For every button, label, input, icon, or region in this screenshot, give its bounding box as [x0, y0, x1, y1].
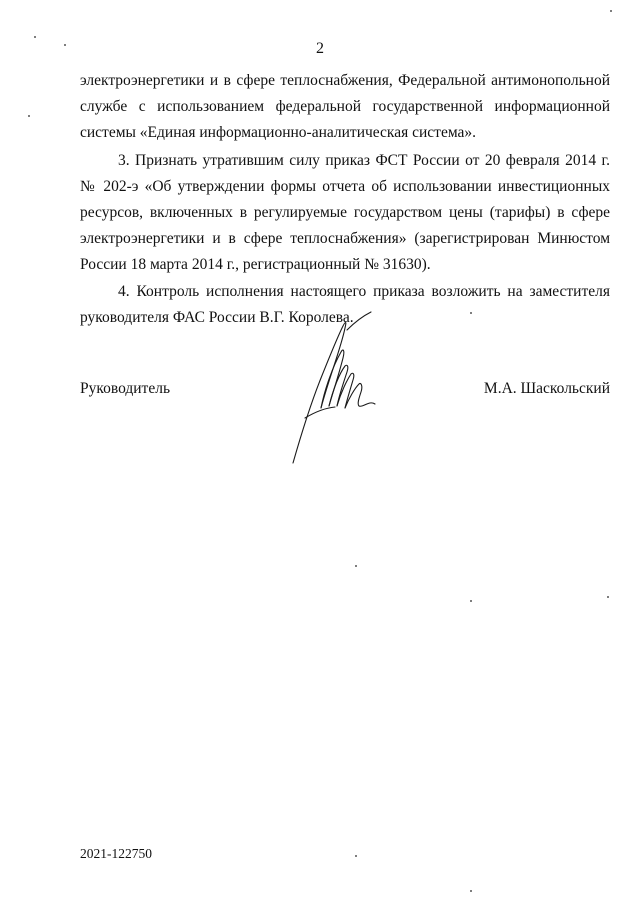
signer-role: Руководитель	[80, 380, 171, 397]
paragraph-continuation	[80, 68, 610, 146]
paragraph-2: 3. Признать утратившим силу приказ ФСТ России от 20 февраля 2014 г. № 202-э «Об утверждении формы отчета об использовании инвестиционных ресурсов, включенных в регулируемые государством цены (тарифы) в сфере электроэнергетики и в сфере теплоснабжения» (зарегистрирован Минюстом России 18 марта 2014 г., регистрационный № 31630).	[80, 152, 610, 273]
scan-speck	[355, 855, 357, 857]
scan-speck	[64, 44, 66, 46]
paragraph-1: электроэнергетики и в сфере теплоснабжения, Федеральной антимонопольной службе с использованием федеральной государственной информационной системы «Единая информационно-аналитическая система».	[80, 72, 610, 141]
scan-speck	[470, 890, 472, 892]
registration-number: 2021-122750	[80, 846, 152, 861]
page-number: 2	[316, 40, 324, 57]
scan-speck	[610, 10, 612, 12]
scan-speck	[470, 600, 472, 602]
scan-speck	[355, 565, 357, 567]
scan-speck	[28, 115, 30, 117]
signer-name: М.А. Шаскольский	[483, 380, 610, 397]
scan-speck	[34, 36, 36, 38]
scan-speck	[607, 596, 609, 598]
handwritten-signature	[285, 308, 380, 468]
scan-speck	[470, 312, 472, 314]
paragraph-3: 4. Контроль исполнения настоящего приказа возложить на заместителя руководителя ФАС России В.Г. Королева.	[80, 283, 610, 326]
paragraph-item-3	[80, 148, 610, 278]
